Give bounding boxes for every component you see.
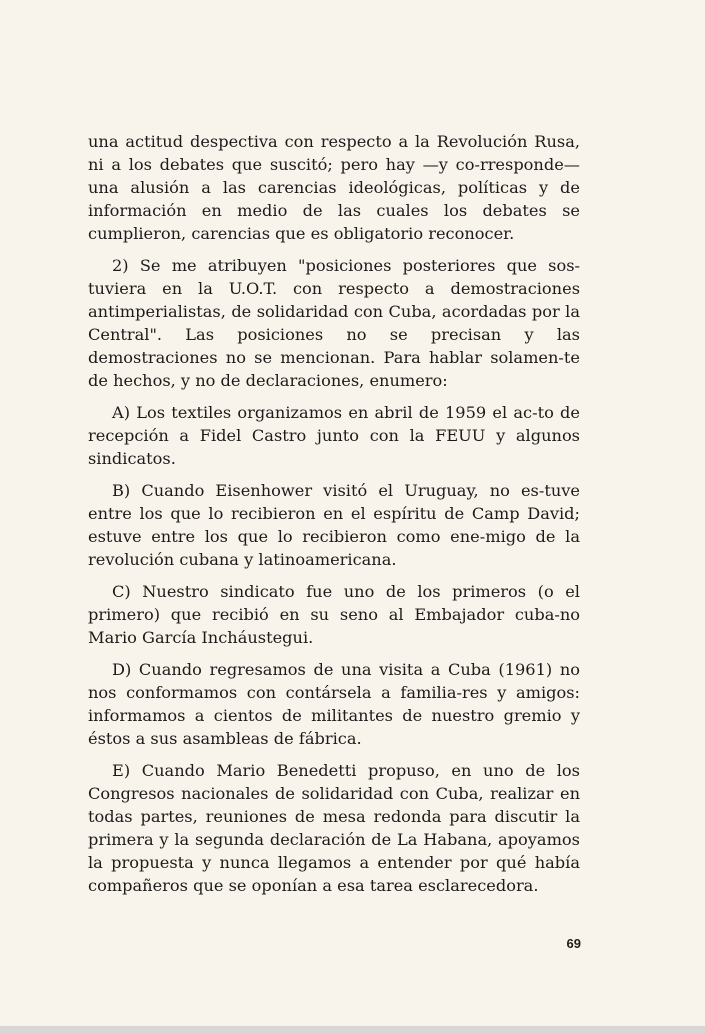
- page-number: 69: [566, 936, 581, 951]
- paragraph-continuation: una actitud despectiva con respecto a la Revolución Rusa, ni a los debates que suscitó; pero hay —y co-rresponde— una alusión a las carencias ideológicas, políticas y de información en medio de las cuales los debates se cumplieron, carencias que es obligatorio reconocer.: [88, 132, 580, 243]
- body-text: [88, 130, 580, 906]
- paragraph-item-2: 2) Se me atribuyen "posiciones posteriores que sos-tuviera en la U.O.T. con respecto a demostraciones antimperialistas, de solidaridad con Cuba, acordadas por la Central". Las posiciones no se precisan y las demostraciones no se mencionan. Para hablar solamen-te de hechos, y no de declaraciones, enumero:: [88, 256, 580, 390]
- paragraph-item-a: A) Los textiles organizamos en abril de 1959 el ac-to de recepción a Fidel Castro junto con la FEUU y algunos sindicatos.: [88, 403, 580, 468]
- paragraph-item-d: D) Cuando regresamos de una visita a Cuba (1961) no nos conformamos con contársela a familia-res y amigos: informamos a cientos de militantes de nuestro gremio y éstos a sus asambleas de fábrica.: [88, 660, 580, 748]
- page-bottom-edge: [0, 1026, 705, 1034]
- paragraph-item-c: C) Nuestro sindicato fue uno de los primeros (o el primero) que recibió en su seno al Embajador cuba-no Mario García Incháustegui.: [88, 582, 580, 647]
- paragraph-item-e: E) Cuando Mario Benedetti propuso, en uno de los Congresos nacionales de solidaridad con Cuba, realizar en todas partes, reuniones de mesa redonda para discutir la primera y la segunda declaración de La Habana, apoyamos la propuesta y nunca llegamos a entender por qué había compañeros que se oponían a esa tarea esclarecedora.: [88, 761, 580, 895]
- paragraph-item-b: B) Cuando Eisenhower visitó el Uruguay, no es-tuve entre los que lo recibieron en el espíritu de Camp David; estuve entre los que lo recibieron como ene-migo de la revolución cubana y latinoamericana.: [88, 481, 580, 569]
